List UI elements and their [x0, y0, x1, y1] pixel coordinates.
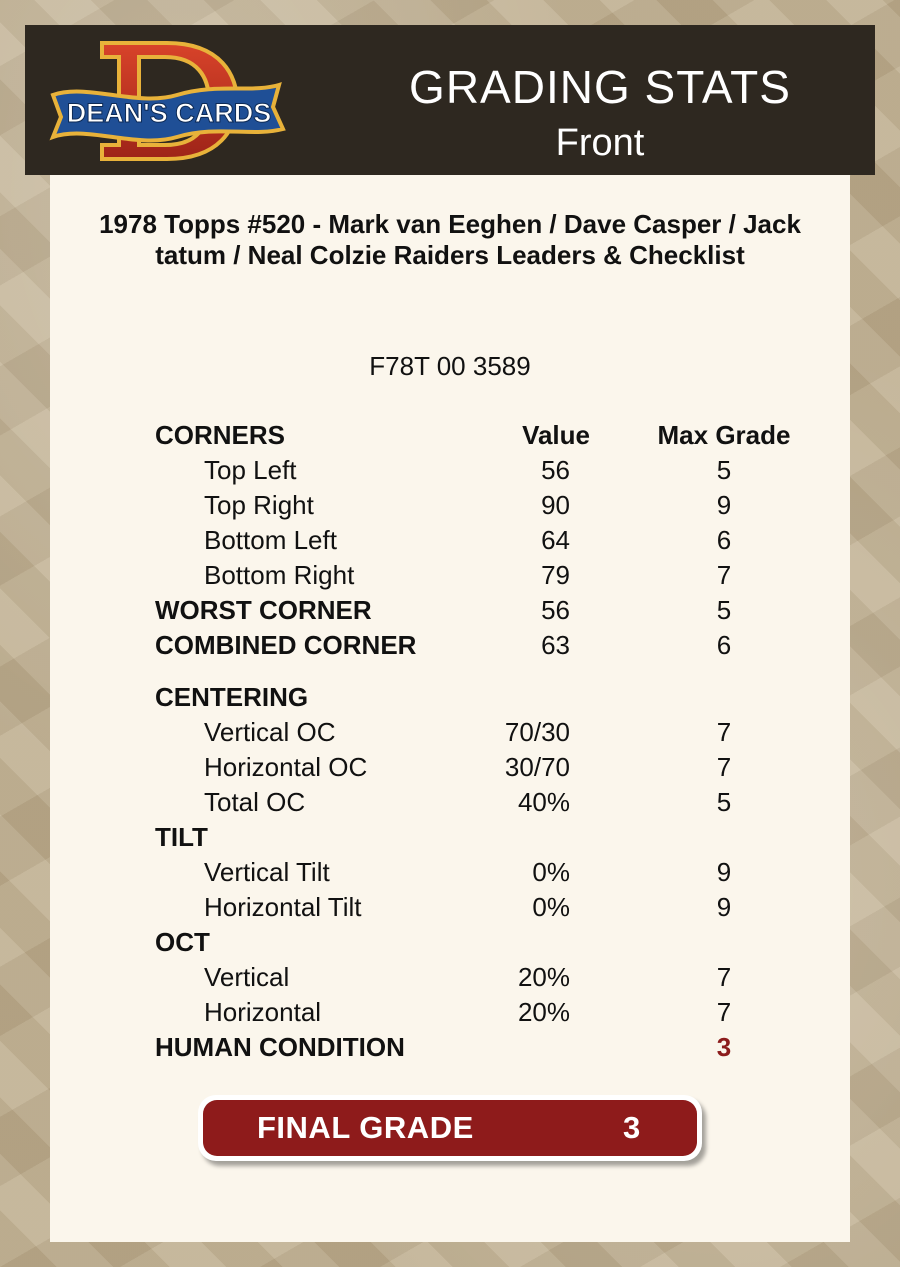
worst-corner-row: [50, 593, 850, 628]
cert-number: F78T 00 3589: [369, 351, 531, 381]
row-max-grade: 5: [716, 595, 732, 625]
row-label: Top Right: [204, 490, 314, 520]
table-row: [50, 995, 850, 1030]
row-max-grade: 9: [716, 892, 732, 922]
table-row: [50, 715, 850, 750]
tilt-header-row: [50, 820, 850, 855]
deans-cards-logo: [47, 37, 287, 165]
row-max-grade: 7: [716, 962, 732, 992]
combined-corner-row: [50, 628, 850, 663]
card-title: 1978 Topps #520 - Mark van Eeghen / Dave Casper / Jack tatum / Neal Colzie Raiders Leaders & Checklist: [99, 209, 801, 270]
row-value: 20%: [517, 962, 570, 992]
corners-heading: CORNERS: [155, 420, 286, 450]
page-title: GRADING STATS: [409, 61, 791, 113]
row-max-grade: 7: [716, 717, 732, 747]
row-value: 70/30: [504, 717, 570, 747]
row-value: 0%: [532, 892, 570, 922]
final-grade-value: 3: [623, 1110, 641, 1145]
table-row: [50, 890, 850, 925]
row-label: Total OC: [204, 787, 306, 817]
final-grade-bar: [203, 1100, 697, 1156]
row-label: Vertical: [204, 962, 290, 992]
tilt-heading: TILT: [155, 822, 208, 852]
oct-header-row: [50, 925, 850, 960]
row-label: WORST CORNER: [155, 595, 372, 625]
table-row: [50, 488, 850, 523]
grading-panel: [50, 175, 850, 1242]
row-label: Horizontal Tilt: [204, 892, 362, 922]
row-value: 20%: [517, 997, 570, 1027]
max-grade-column-header: Max Grade: [657, 420, 791, 450]
human-condition-grade: 3: [716, 1032, 732, 1062]
row-max-grade: 6: [716, 630, 732, 660]
row-value: 40%: [517, 787, 570, 817]
human-condition-row: [50, 1030, 850, 1065]
row-value: 56: [541, 595, 570, 625]
table-row: [50, 453, 850, 488]
row-value: 79: [541, 560, 570, 590]
row-label: Bottom Right: [204, 560, 355, 590]
value-column-header: Value: [522, 420, 590, 450]
corners-header-row: [50, 418, 850, 453]
row-max-grade: 5: [716, 787, 732, 817]
page-subtitle: Front: [555, 122, 645, 164]
row-value: 90: [541, 490, 570, 520]
logo-text: DEAN'S CARDS: [66, 98, 272, 128]
row-value: 30/70: [504, 752, 570, 782]
row-max-grade: 7: [716, 752, 732, 782]
row-max-grade: 9: [716, 490, 732, 520]
header-bar: [25, 25, 875, 175]
row-label: COMBINED CORNER: [155, 630, 417, 660]
row-label: Vertical OC: [204, 717, 336, 747]
table-row: [50, 558, 850, 593]
oct-heading: OCT: [155, 927, 210, 957]
row-value: 56: [541, 455, 570, 485]
row-label: Bottom Left: [204, 525, 337, 555]
row-max-grade: 7: [716, 997, 732, 1027]
row-max-grade: 5: [716, 455, 732, 485]
row-label: HUMAN CONDITION: [155, 1032, 405, 1062]
final-grade-badge: [198, 1095, 702, 1161]
row-label: Vertical Tilt: [204, 857, 330, 887]
table-row: [50, 750, 850, 785]
centering-heading: CENTERING: [155, 682, 309, 712]
table-row: [50, 785, 850, 820]
final-grade-label: FINAL GRADE: [257, 1110, 474, 1145]
table-row: [50, 523, 850, 558]
table-row: [50, 855, 850, 890]
row-max-grade: 6: [716, 525, 732, 555]
centering-header-row: [50, 680, 850, 715]
row-max-grade: 7: [716, 560, 732, 590]
row-value: 0%: [532, 857, 570, 887]
row-value: 64: [541, 525, 570, 555]
row-value: 63: [541, 630, 570, 660]
row-label: Horizontal OC: [204, 752, 368, 782]
row-max-grade: 9: [716, 857, 732, 887]
row-label: Top Left: [204, 455, 297, 485]
row-label: Horizontal: [204, 997, 322, 1027]
table-row: [50, 960, 850, 995]
